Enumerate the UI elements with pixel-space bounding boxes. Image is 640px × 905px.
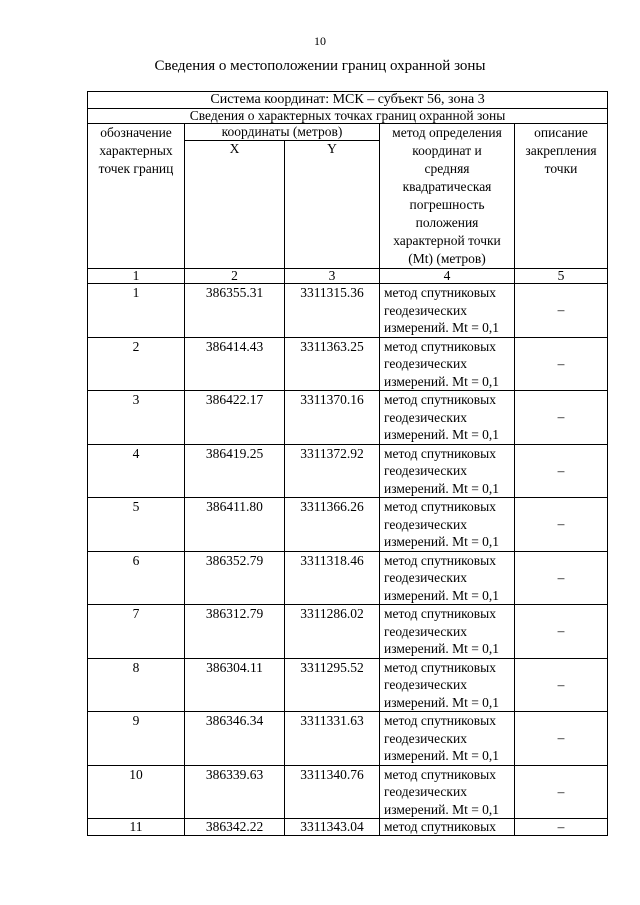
column-number: 1 (88, 269, 185, 284)
coord-y: 3311372.92 (285, 444, 380, 498)
point-name: 9 (88, 712, 185, 766)
method-line: метод спутниковых (384, 338, 496, 354)
column-number: 5 (515, 269, 608, 284)
point-name: 1 (88, 284, 185, 338)
method-line: геодезических (384, 463, 467, 478)
method-cell (380, 765, 515, 819)
header-designation: обозначение характерных точек границ (88, 124, 185, 269)
header-y: Y (285, 141, 380, 269)
point-description: – (515, 498, 608, 552)
table-row (88, 765, 608, 819)
table-row (88, 498, 608, 552)
method-line: геодезических (384, 784, 467, 799)
column-number: 3 (285, 269, 380, 284)
method-line: измерений. Mt = 0,1 (384, 480, 500, 496)
point-description: – (515, 765, 608, 819)
method-cell: метод спутниковых (380, 819, 515, 836)
point-name: 7 (88, 605, 185, 659)
method-line: измерений. Mt = 0,1 (384, 694, 500, 710)
coord-y: 3311343.04 (285, 819, 380, 836)
point-name: 2 (88, 337, 185, 391)
method-cell (380, 337, 515, 391)
point-description: – (515, 605, 608, 659)
point-name: 8 (88, 658, 185, 712)
method-line: измерений. Mt = 0,1 (384, 427, 500, 442)
method-line: измерений. Mt = 0,1 (384, 587, 500, 603)
point-name: 4 (88, 444, 185, 498)
table-row (88, 284, 608, 338)
method-line: метод спутниковых (384, 392, 496, 407)
method-line: измерений. Mt = 0,1 (384, 801, 500, 817)
coord-x: 386346.34 (185, 712, 285, 766)
point-description: – (515, 337, 608, 391)
method-cell (380, 444, 515, 498)
method-line: геодезических (384, 409, 467, 425)
point-name: 10 (88, 765, 185, 819)
method-line: измерений. Mt = 0,1 (384, 320, 500, 335)
method-line: измерений. Mt = 0,1 (384, 748, 500, 763)
coord-y: 3311331.63 (285, 712, 380, 766)
column-number-row (88, 269, 608, 284)
method-line: метод спутниковых (384, 766, 496, 782)
point-description: – (515, 819, 608, 836)
method-cell (380, 551, 515, 605)
table-row (88, 819, 608, 836)
subtitle-row (88, 109, 608, 124)
coord-y: 3311318.46 (285, 551, 380, 605)
method-cell (380, 391, 515, 445)
coordinate-system-row (88, 92, 608, 109)
method-line: геодезических (384, 302, 467, 318)
method-line: измерений. Mt = 0,1 (384, 641, 500, 656)
header-description: описание закрепления точки (515, 124, 608, 269)
coord-x: 386422.17 (185, 391, 285, 445)
coord-y: 3311286.02 (285, 605, 380, 659)
point-description: – (515, 391, 608, 445)
table-row (88, 605, 608, 659)
method-line: метод спутниковых (384, 713, 496, 728)
method-line: геодезических (384, 623, 467, 639)
coord-y: 3311370.16 (285, 391, 380, 445)
table-subtitle: Сведения о характерных точках границ охранной зоны (88, 109, 608, 124)
method-line: геодезических (384, 677, 467, 692)
point-description: – (515, 658, 608, 712)
table-row (88, 337, 608, 391)
method-line: измерений. Mt = 0,1 (384, 373, 500, 389)
method-cell (380, 284, 515, 338)
method-cell (380, 658, 515, 712)
coord-x: 386312.79 (185, 605, 285, 659)
method-line: метод спутниковых (384, 552, 496, 568)
method-line: геодезических (384, 570, 467, 585)
method-line: геодезических (384, 516, 467, 532)
header-x: X (185, 141, 285, 269)
header-coords: координаты (метров) (185, 124, 380, 141)
coord-y: 3311366.26 (285, 498, 380, 552)
coord-x: 386355.31 (185, 284, 285, 338)
point-name: 6 (88, 551, 185, 605)
column-number: 4 (380, 269, 515, 284)
method-line: метод спутниковых (384, 445, 496, 461)
page-number: 10 (314, 34, 326, 48)
header-method: метод определения координат и средняя квадратическая погрешность положения характерной точки (Mt) (метров) (380, 124, 515, 269)
coordinate-system: Система координат: МСК – субъект 56, зона 3 (88, 92, 608, 109)
coord-x: 386342.22 (185, 819, 285, 836)
boundary-points-table (87, 91, 608, 836)
table-row (88, 712, 608, 766)
method-line: метод спутниковых (384, 285, 496, 300)
table-row (88, 658, 608, 712)
point-name: 11 (88, 819, 185, 836)
document-title: Сведения о местоположении границ охранной зоны (154, 58, 486, 74)
point-description: – (515, 444, 608, 498)
method-cell (380, 712, 515, 766)
coord-y: 3311340.76 (285, 765, 380, 819)
method-cell (380, 498, 515, 552)
table-row (88, 391, 608, 445)
coord-x: 386411.80 (185, 498, 285, 552)
method-line: метод спутниковых (384, 606, 496, 621)
table-row (88, 551, 608, 605)
column-number: 2 (185, 269, 285, 284)
coord-x: 386339.63 (185, 765, 285, 819)
coord-y: 3311295.52 (285, 658, 380, 712)
coord-x: 386352.79 (185, 551, 285, 605)
coord-x: 386414.43 (185, 337, 285, 391)
point-description: – (515, 551, 608, 605)
point-name: 5 (88, 498, 185, 552)
point-description: – (515, 284, 608, 338)
coord-y: 3311363.25 (285, 337, 380, 391)
method-line: геодезических (384, 356, 467, 371)
point-description: – (515, 712, 608, 766)
coord-y: 3311315.36 (285, 284, 380, 338)
table-row (88, 444, 608, 498)
method-line: геодезических (384, 730, 467, 746)
method-line: метод спутниковых (384, 659, 496, 675)
point-name: 3 (88, 391, 185, 445)
method-line: метод спутниковых (384, 499, 496, 514)
coord-x: 386304.11 (185, 658, 285, 712)
header-row (88, 124, 608, 141)
coord-x: 386419.25 (185, 444, 285, 498)
method-cell (380, 605, 515, 659)
method-line: измерений. Mt = 0,1 (384, 534, 500, 549)
